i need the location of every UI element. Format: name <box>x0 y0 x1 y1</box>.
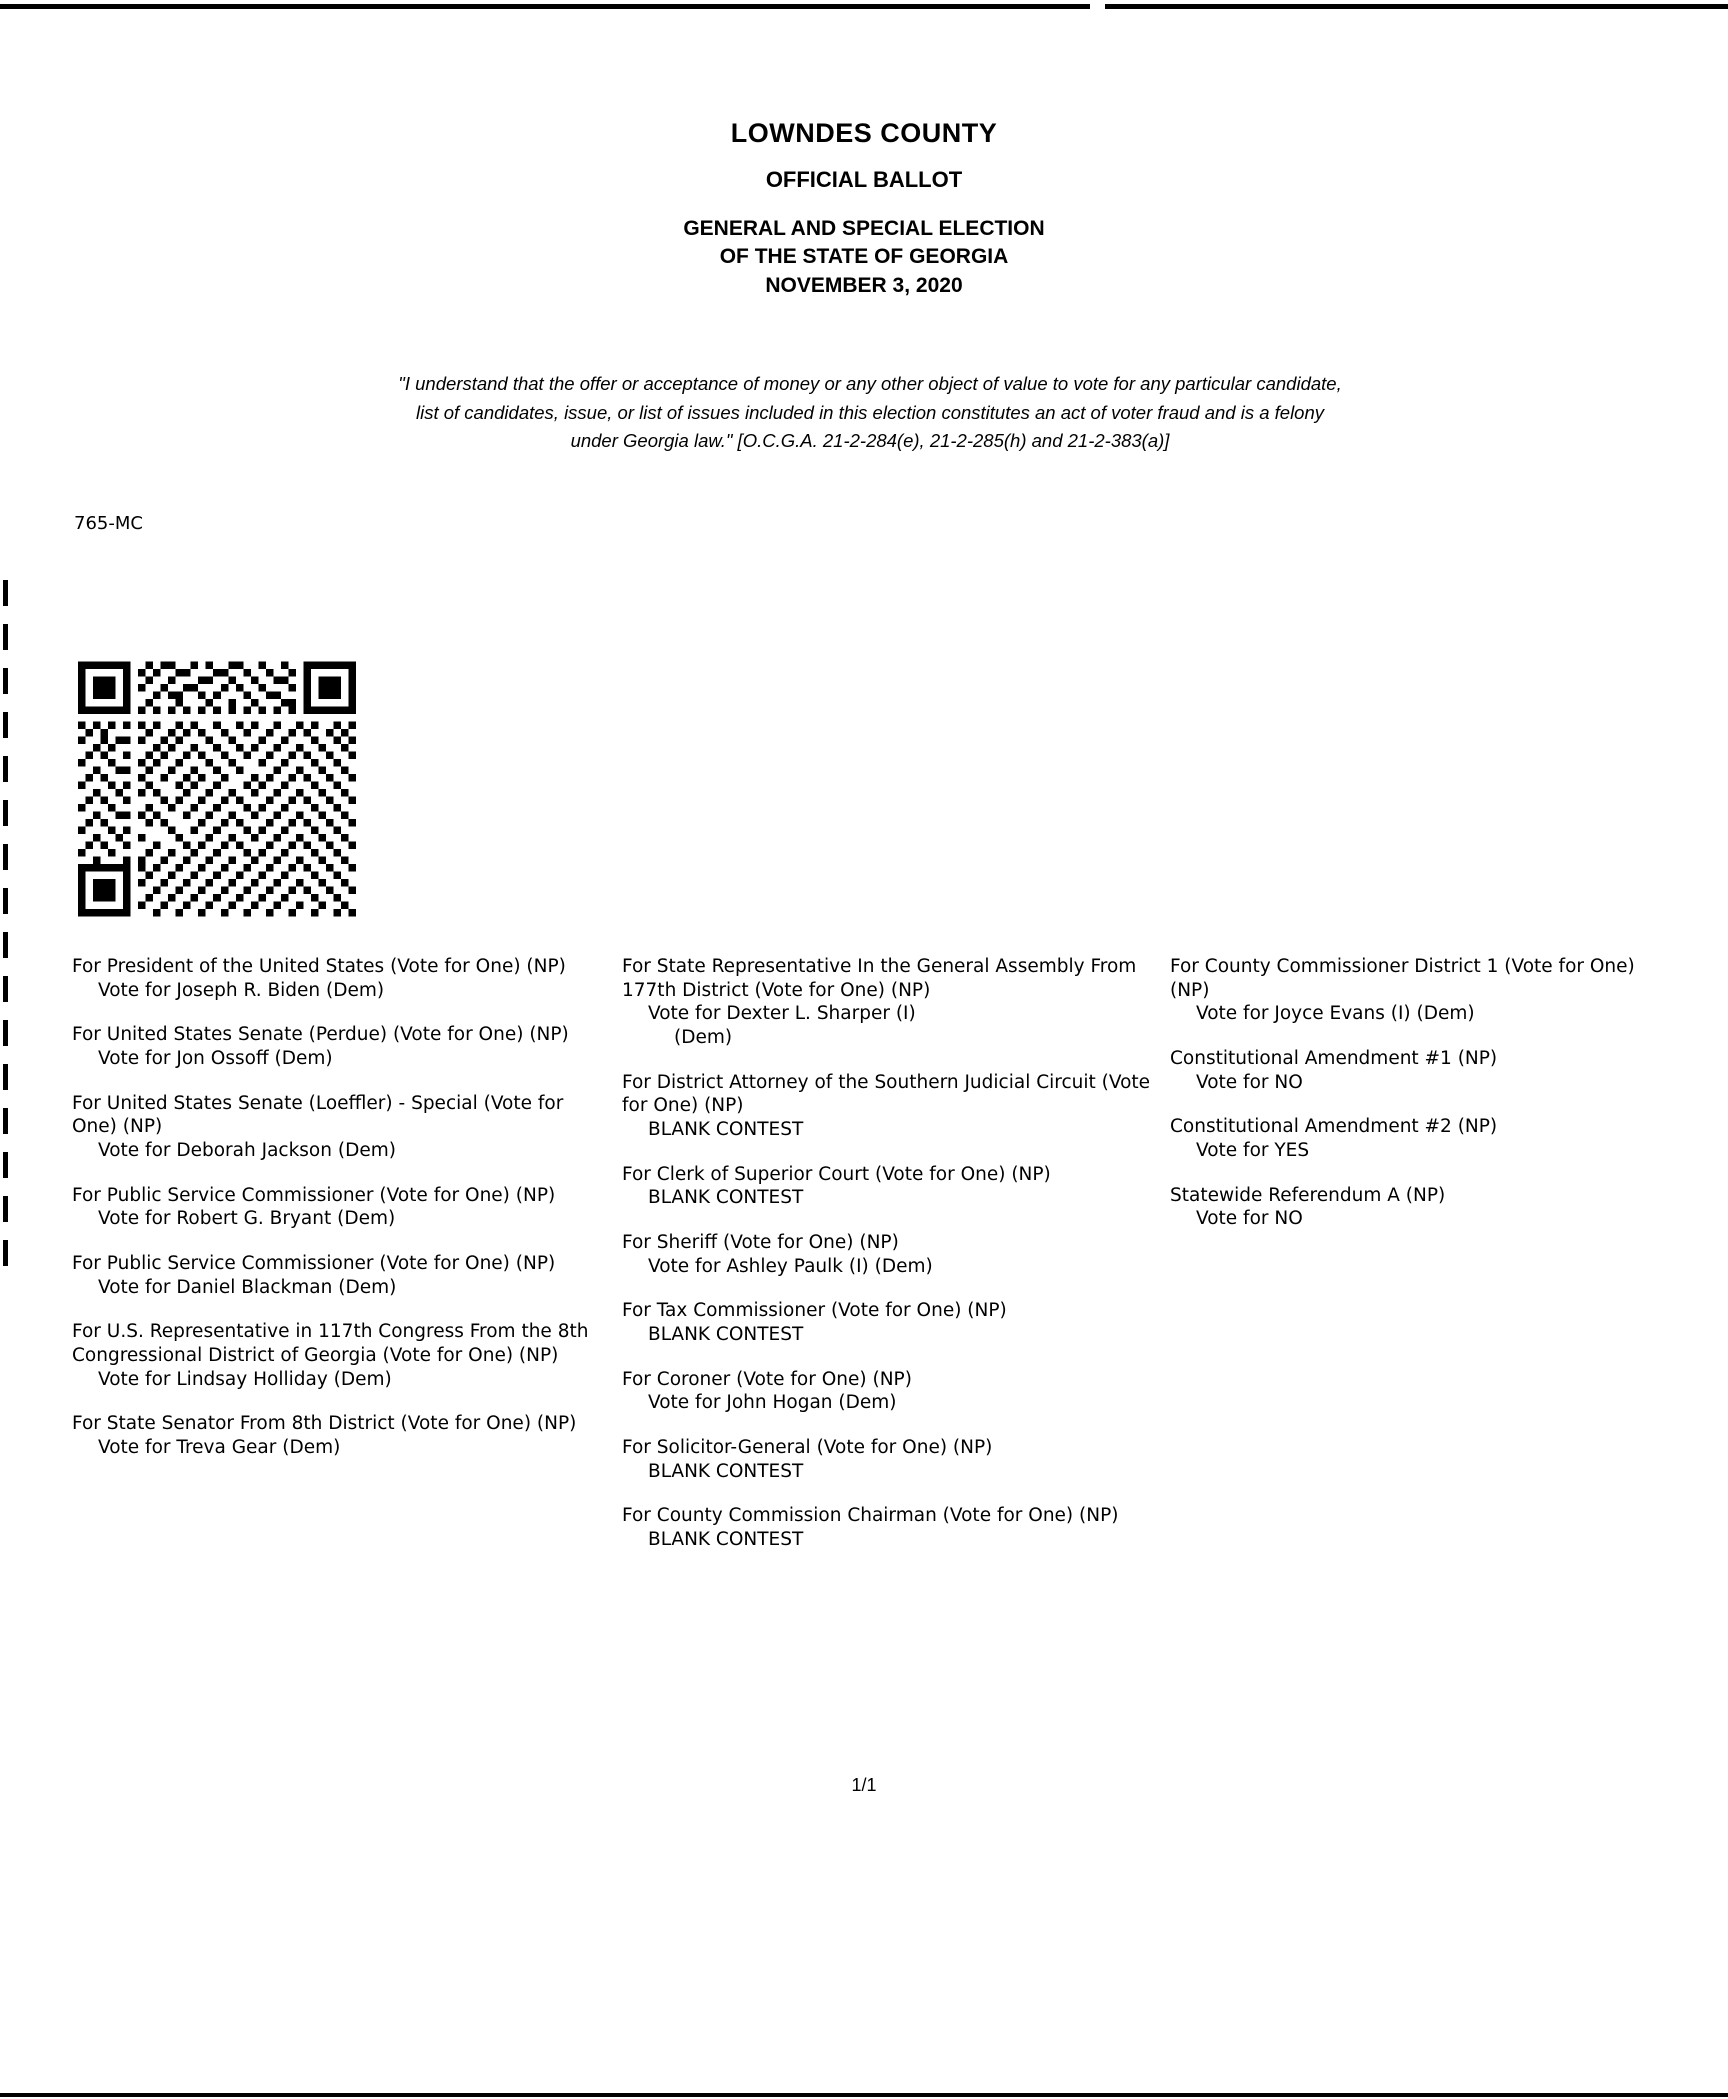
qr-code <box>78 660 356 918</box>
contest-title: Constitutional Amendment #1 (NP) <box>1170 1048 1498 1070</box>
contest-choice-continuation: (Dem) <box>674 1027 733 1049</box>
contest-state-representative-177th <box>622 955 1162 1050</box>
contest-choice: Vote for Robert G. Bryant (Dem) <box>98 1208 396 1230</box>
contest-columns <box>72 955 1672 1573</box>
contest-county-commission-chairman <box>622 1504 1162 1551</box>
contest-choice: Vote for Jon Ossoff (Dem) <box>98 1048 333 1070</box>
contest-title: For U.S. Representative in 117th Congress From the 8th Congressional District of Georgia (Vote for One) (NP) <box>72 1321 589 1367</box>
contest-choice: Vote for NO <box>1196 1208 1303 1230</box>
contest-constitutional-amendment-2 <box>1170 1115 1670 1162</box>
page-number: 1/1 <box>851 1775 877 1795</box>
contest-title: Constitutional Amendment #2 (NP) <box>1170 1116 1498 1138</box>
contest-title: For State Representative In the General Assembly From 177th District (Vote for One) (NP) <box>622 956 1137 1001</box>
contest-us-senate-perdue <box>72 1023 614 1070</box>
contest-title: For Sheriff (Vote for One) (NP) <box>622 1232 899 1254</box>
election-title-line2: OF THE STATE OF GEORGIA <box>719 245 1009 269</box>
contest-choice: BLANK CONTEST <box>648 1529 804 1551</box>
contest-column-1 <box>72 955 622 1573</box>
election-date: NOVEMBER 3, 2020 <box>765 273 963 297</box>
contest-clerk-of-superior-court <box>622 1163 1162 1210</box>
contest-choice: Vote for Lindsay Holliday (Dem) <box>98 1368 392 1390</box>
contest-solicitor-general <box>622 1436 1162 1483</box>
timing-marks-left <box>3 580 8 1280</box>
contest-state-senator-8th <box>72 1412 614 1459</box>
contest-title: For County Commission Chairman (Vote for One) (NP) <box>622 1505 1119 1527</box>
ballot-style-code: 765-MC <box>74 513 143 534</box>
contest-title: For District Attorney of the Southern Judicial Circuit (Vote for One) (NP) <box>622 1071 1151 1117</box>
contest-choice: Vote for Daniel Blackman (Dem) <box>98 1276 397 1298</box>
contest-title: For Solicitor-General (Vote for One) (NP) <box>622 1437 993 1459</box>
voter-oath-line2: list of candidates, issue, or list of issues included in this election constitutes an act of voter fraud and is a felony <box>415 401 1325 423</box>
election-title-line1: GENERAL AND SPECIAL ELECTION <box>683 217 1045 240</box>
contest-title: For President of the United States (Vote for One) (NP) <box>72 956 566 977</box>
contest-column-3 <box>1170 955 1670 1573</box>
contest-district-attorney <box>622 1071 1162 1142</box>
contest-choice: BLANK CONTEST <box>648 1187 804 1209</box>
contest-statewide-referendum-a <box>1170 1184 1670 1231</box>
timing-mark-bottom <box>0 2093 1728 2097</box>
contest-column-2 <box>622 955 1170 1573</box>
contest-title: For Public Service Commissioner (Vote for One) (NP) <box>72 1253 556 1275</box>
contest-choice: Vote for Dexter L. Sharper (I) <box>648 1003 916 1025</box>
timing-mark-top-left <box>0 4 1090 9</box>
contest-choice: Vote for Joyce Evans (I) (Dem) <box>1196 1003 1475 1025</box>
contest-public-service-commissioner-2 <box>72 1252 614 1299</box>
contest-choice: BLANK CONTEST <box>648 1460 804 1482</box>
contest-choice: Vote for Deborah Jackson (Dem) <box>98 1140 396 1162</box>
contest-county-commissioner-district-1 <box>1170 955 1670 1026</box>
contest-choice: BLANK CONTEST <box>648 1119 804 1141</box>
contest-title: For Public Service Commissioner (Vote for One) (NP) <box>72 1184 556 1206</box>
contest-title: For United States Senate (Perdue) (Vote for One) (NP) <box>72 1024 569 1046</box>
voter-oath-line3: under Georgia law." [O.C.G.A. 21-2-284(e), 21-2-285(h) and 21-2-383(a)] <box>570 430 1170 452</box>
election-title <box>0 215 1728 300</box>
ballot-header <box>0 118 1728 300</box>
contest-title: For County Commissioner District 1 (Vote for One) (NP) <box>1170 956 1635 1001</box>
contest-us-senate-loeffler-special <box>72 1092 614 1163</box>
contest-title: For Coroner (Vote for One) (NP) <box>622 1368 912 1390</box>
contest-title: For Clerk of Superior Court (Vote for One) (NP) <box>622 1163 1051 1185</box>
county-title: LOWNDES COUNTY <box>730 118 998 148</box>
timing-mark-top-right <box>1105 4 1728 9</box>
contest-title: For Tax Commissioner (Vote for One) (NP) <box>622 1300 1007 1322</box>
contest-choice: Vote for YES <box>1196 1140 1310 1162</box>
official-ballot-title: OFFICIAL BALLOT <box>765 167 963 192</box>
contest-constitutional-amendment-1 <box>1170 1047 1670 1094</box>
contest-us-representative-8th <box>72 1320 614 1391</box>
contest-title: Statewide Referendum A (NP) <box>1170 1184 1446 1206</box>
contest-choice: Vote for NO <box>1196 1071 1303 1093</box>
contest-choice: BLANK CONTEST <box>648 1324 804 1346</box>
contest-choice: Vote for Ashley Paulk (I) (Dem) <box>648 1255 933 1277</box>
voter-oath <box>70 370 1670 456</box>
contest-public-service-commissioner-1 <box>72 1184 614 1231</box>
contest-choice: Vote for Joseph R. Biden (Dem) <box>98 979 385 1001</box>
contest-coroner <box>622 1368 1162 1415</box>
contest-choice: Vote for John Hogan (Dem) <box>648 1392 897 1414</box>
voter-oath-line1: "I understand that the offer or acceptance of money or any other object of value to vote for any particular candidate, <box>398 373 1342 394</box>
contest-title: For United States Senate (Loeffler) - Special (Vote for One) (NP) <box>72 1092 564 1138</box>
contest-sheriff <box>622 1231 1162 1278</box>
contest-tax-commissioner <box>622 1299 1162 1346</box>
contest-title: For State Senator From 8th District (Vote for One) (NP) <box>72 1413 577 1435</box>
contest-president <box>72 955 614 1002</box>
contest-choice: Vote for Treva Gear (Dem) <box>98 1437 341 1459</box>
